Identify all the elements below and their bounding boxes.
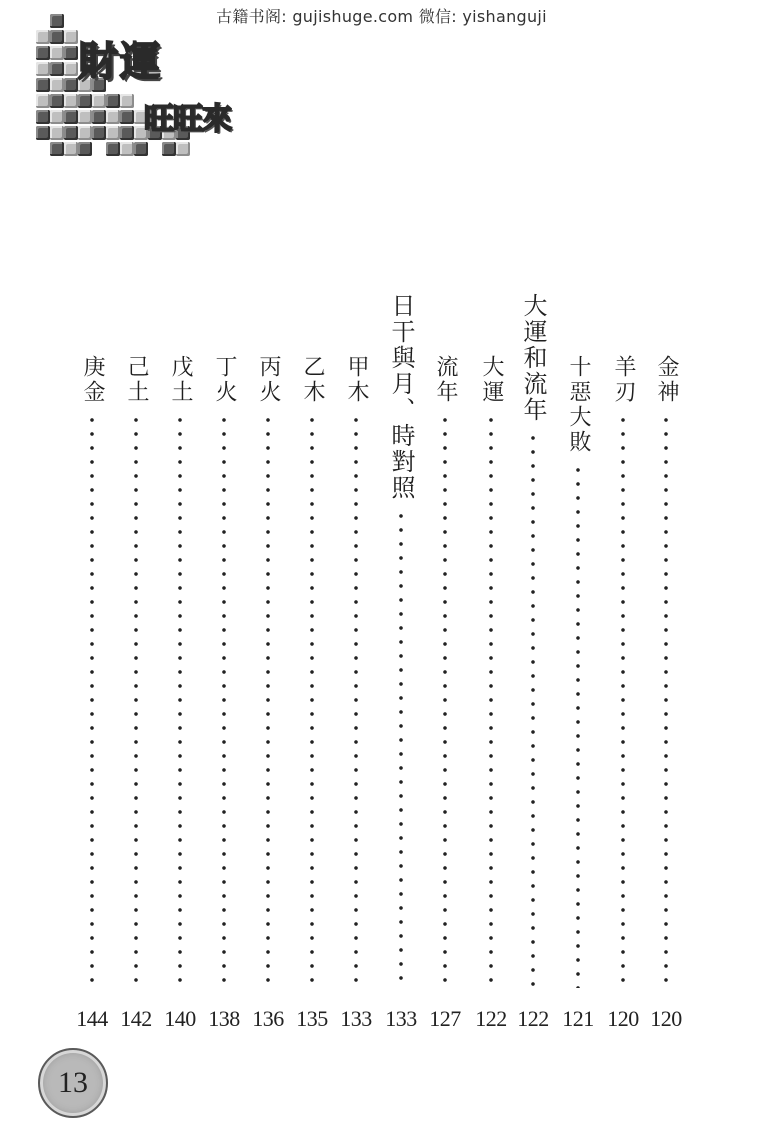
toc-entry-page: 138 [208,1006,240,1031]
toc-entry-title: 日干與月、時對照 [387,293,415,501]
logo-title-bottom: 旺旺來 [144,102,231,137]
toc-entry-title: 甲木 [344,355,369,405]
toc-dot-leader [309,413,315,988]
toc-entry-page: 140 [164,1006,196,1031]
toc-entry[interactable] [471,0,511,1040]
toc-entry[interactable] [603,0,643,1040]
toc-entry-page: 136 [252,1006,284,1031]
toc-entry-title: 乙木 [300,355,325,405]
logo-title-top: 財運 [78,39,162,85]
page-number-badge: 13 [38,1048,108,1118]
toc-entry-title: 金神 [654,355,679,405]
toc-entry[interactable] [248,0,288,1040]
toc-entry-page: 142 [120,1006,152,1031]
toc-dot-leader [265,413,271,988]
toc-entry-title: 大運和流年 [519,293,547,423]
toc-dot-leader [133,413,139,988]
toc-entry-title: 十惡大敗 [566,355,591,455]
toc-dot-leader [620,413,626,988]
toc-entry[interactable] [116,0,156,1040]
toc-dot-leader [221,413,227,988]
toc-entry-page: 133 [340,1006,372,1031]
toc-entry-title: 丙火 [256,355,281,405]
toc-entry[interactable] [292,0,332,1040]
toc-entry-page: 135 [296,1006,328,1031]
watermark-text: 古籍书阁: gujishuge.com 微信: yishanguji [216,7,547,26]
toc-entry-title: 庚金 [80,355,105,405]
toc-entry-title: 羊刃 [611,355,636,405]
toc-entry[interactable] [558,0,598,1040]
toc-entry[interactable] [425,0,465,1040]
toc-dot-leader [530,431,536,988]
toc-entry-page: 122 [517,1006,549,1031]
toc-entry-page: 144 [76,1006,108,1031]
toc-entry-page: 133 [385,1006,417,1031]
toc-dot-leader [575,463,581,988]
toc-entry[interactable] [160,0,200,1040]
toc-entry[interactable] [72,0,112,1040]
toc-entry-title: 己土 [124,355,149,405]
toc-entry-page: 120 [650,1006,682,1031]
toc-entry[interactable] [513,0,553,1040]
toc-dot-leader [398,509,404,988]
toc-dot-leader [353,413,359,988]
toc-entry-page: 121 [562,1006,594,1031]
toc-dot-leader [488,413,494,988]
toc-dot-leader [442,413,448,988]
toc-entry[interactable] [336,0,376,1040]
toc-dot-leader [89,413,95,988]
toc-dot-leader [177,413,183,988]
toc-entry-title: 流年 [433,355,458,405]
toc-entry[interactable] [646,0,686,1040]
toc-entry-title: 丁火 [212,355,237,405]
toc-entry-page: 122 [475,1006,507,1031]
toc-dot-leader [663,413,669,988]
toc-entry-title: 大運 [479,355,504,405]
toc-entry-title: 戊土 [168,355,193,405]
toc-entry-page: 120 [607,1006,639,1031]
toc-entry-page: 127 [429,1006,461,1031]
toc-entry[interactable] [381,0,421,1040]
toc-entry[interactable] [204,0,244,1040]
